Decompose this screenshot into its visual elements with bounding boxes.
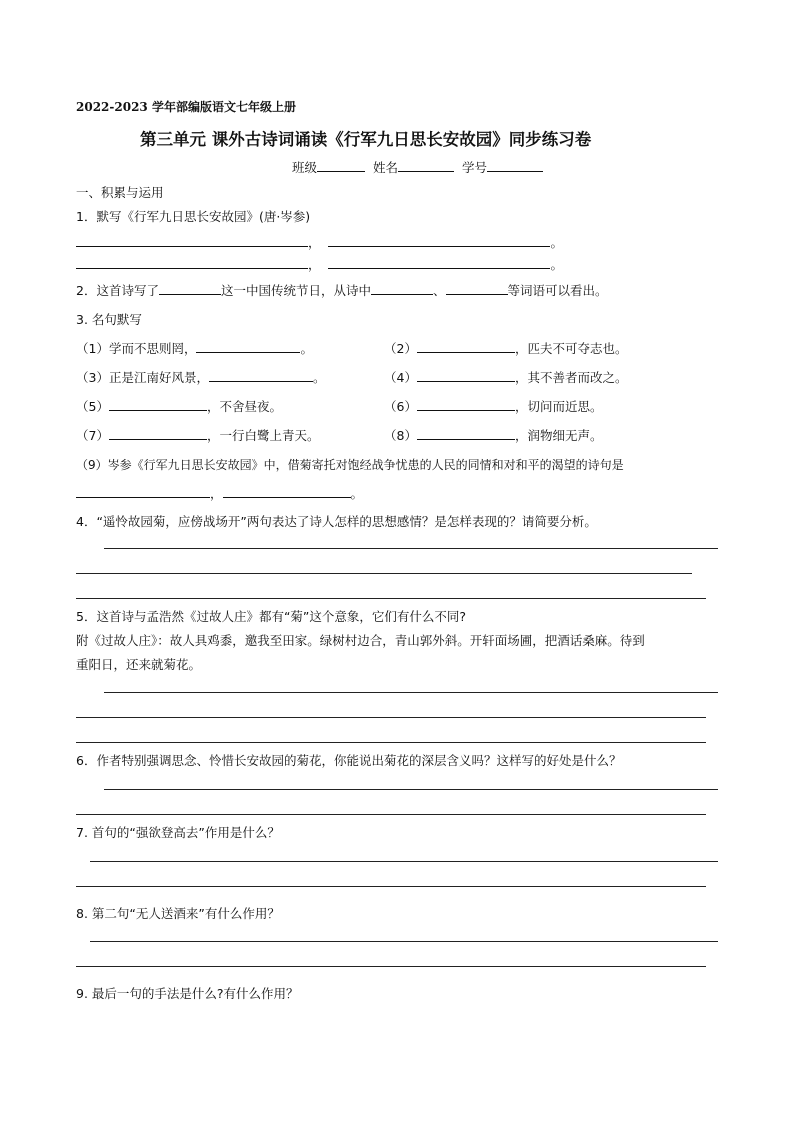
q8-answer-line-1[interactable] (90, 941, 718, 942)
name-label: 姓名 (372, 160, 398, 175)
q1-text: 1．默写《行军九日思长安故园》(唐·岑参) (76, 209, 311, 224)
q2-blank-2[interactable] (371, 282, 433, 295)
class-label: 班级 (292, 160, 318, 175)
q3-blank-5[interactable] (109, 398, 207, 411)
q5-poem-line-2: 重阳日，还来就菊花。 (76, 657, 202, 672)
class-blank[interactable] (317, 159, 365, 172)
q9-text: 9. 最后一句的手法是什么?有什么作用？ (76, 986, 299, 1001)
q4-answer-line-3[interactable] (76, 598, 706, 599)
page-title: 第三单元 课外古诗词诵读《行军九日思长安故园》同步练习卷 (140, 130, 592, 149)
q2-blank-1[interactable] (159, 282, 221, 295)
q6-answer-line-2[interactable] (76, 814, 706, 815)
q1-line-1: ， 。 (76, 234, 563, 252)
q2: 2．这首诗写了 这一中国传统节日，从诗中 、 等词语可以看出。 (76, 283, 608, 298)
q8-answer-line-2[interactable] (76, 966, 706, 967)
q5-answer-line-2[interactable] (76, 717, 706, 718)
q1-blank-3[interactable] (76, 256, 308, 269)
q8-text: 8. 第二句“无人送酒来”有什么作用？ (76, 906, 280, 921)
q3-blank-9b[interactable] (223, 485, 351, 498)
q5-answer-line-3[interactable] (76, 742, 706, 743)
q1-line-2: ， 。 (76, 256, 563, 274)
student-info (292, 159, 543, 177)
q3-item-8: （8） ，润物细无声。 (384, 428, 603, 443)
q7-answer-line-2[interactable] (76, 886, 706, 887)
q3-item-9-answer: ， 。 (76, 485, 363, 503)
q3-item-6: （6） ，切问而近思。 (384, 399, 603, 414)
q7-answer-line-1[interactable] (90, 861, 718, 862)
q4-text: 4．“遥怜故园菊，应傍战场开”两句表达了诗人怎样的思想感情？是怎样表现的？请简要分析。 (76, 514, 597, 529)
q3-item-7: （7） ，一行白鹭上青天。 (76, 428, 320, 443)
q3-item-9: （9）岑参《行军九日思长安故园》中，借菊寄托对饱经战争忧患的人民的同情和对和平的渴望的诗句是 (76, 458, 624, 472)
q3-blank-8[interactable] (417, 427, 515, 440)
q5-poem-line-1: 附《过故人庄》：故人具鸡黍，邀我至田家。绿树村边合，青山郭外斜。开轩面场圃，把酒话桑麻。待到 (76, 633, 645, 648)
q1-blank-4[interactable] (328, 256, 550, 269)
q3-blank-6[interactable] (417, 398, 515, 411)
q3-item-3: （3）正是江南好风景， 。 (76, 370, 326, 385)
name-blank[interactable] (398, 159, 454, 172)
q4-answer-line-1[interactable] (104, 548, 718, 549)
q3-blank-3[interactable] (209, 369, 313, 382)
q3-blank-1[interactable] (196, 340, 300, 353)
q3-item-2: （2） ，匹夫不可夺志也。 (384, 341, 628, 356)
q3-blank-2[interactable] (417, 340, 515, 353)
q7-text: 7. 首句的“强欲登高去”作用是什么？ (76, 825, 280, 840)
q6-answer-line-1[interactable] (104, 789, 718, 790)
q3-blank-4[interactable] (417, 369, 515, 382)
q3-item-4: （4） ，其不善者而改之。 (384, 370, 628, 385)
q1-blank-1[interactable] (76, 234, 308, 247)
q3-item-5: （5） ，不舍昼夜。 (76, 399, 282, 414)
q1-blank-2[interactable] (328, 234, 550, 247)
q3-heading: 3. 名句默写 (76, 312, 142, 327)
q2-blank-3[interactable] (446, 282, 508, 295)
q4-answer-line-2[interactable] (76, 573, 692, 574)
id-blank[interactable] (487, 159, 543, 172)
q3-blank-7[interactable] (109, 427, 207, 440)
q5-answer-line-1[interactable] (104, 692, 718, 693)
q6-text: 6．作者特别强调思念、怜惜长安故园的菊花，你能说出菊花的深层含义吗？这样写的好处是什么？ (76, 753, 622, 768)
q5-text: 5．这首诗与孟浩然《过故人庄》都有“菊”这个意象，它们有什么不同? (76, 609, 467, 624)
school-line: 2022-2023 学年部编版语文七年级上册 (76, 100, 296, 114)
q3-blank-9a[interactable] (76, 485, 210, 498)
id-label: 学号 (461, 160, 487, 175)
q3-item-1: （1）学而不思则罔， 。 (76, 341, 313, 356)
section-heading: 一、积累与运用 (76, 185, 164, 200)
